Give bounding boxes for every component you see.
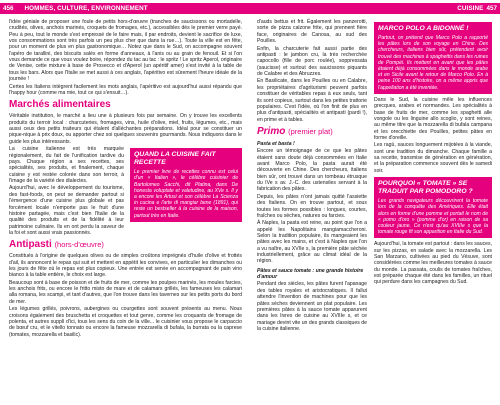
- paragraph: Enfin, la charcuterie fait aussi partie des antipasti : le jambon cru, la très recherchée capocollo (fille de porc roulée), soppressata (saucisse) et surtout des saucissons piquants de Calabre et des Abruzzes.: [257, 45, 367, 77]
- sidebar-box-recette: [130, 148, 242, 222]
- heading-main: Antipasti: [9, 239, 52, 251]
- right-page-header: [250, 3, 500, 14]
- left-page-column: [9, 19, 242, 339]
- paragraph: Aujourd'hui, avec le développement du tourisme, des fast-foods, on peut se demander partout si l'émergence d'une cuisine plus globale et pas forcément locale n'emporte pas le fruit d'une histoire partagée, mais c'est bien l'Italie de la qualité des produits et de la fidélité à leur patrimoine culinaire. Ils en ont perdu la saveur de la foi et sont aussi vrais passionnés.: [9, 185, 124, 236]
- paragraph: Aujourd'hui, la tomate est partout : dans les sauces, sur les pizzas, en salade avec la mozzarella. Les San Marzano, cultivées au pied du Vésuve, sont considérées comme les meilleures tomates à sauce du monde. La passata, coulis de tomates fraîches, est préparée chaque été dans les familles, un rituel qui perdure dans les campagnes du Sud.: [374, 241, 493, 286]
- paragraph: Véritable institution, le marché a lieu une à plusieurs fois par semaine. On y trouve les excellents produits du terroir local : charcuteries, fromages, vins, huile d'olive, miel, fruits, légumes, etc., mais aussi ceux des petits traiteurs qui étalent d'alléchantes préparations. Idéal pour se constituer un pique-nique à prix doux, ou apporter chez soi quelques souvenirs gourmands. Nous indiquons dans le guide les plus intéressants.: [9, 113, 242, 145]
- paragraph: Dans le Sud, la cuisine mêle les influences grecques, arabes et normandes. Les spécialités à base de fruits de mer, comme les spaghetti alle vongole ou les linguine allo scoglio, y sont reines, au même titre que la mozzarella di bufala campana et les orecchiette des Pouilles, petites pâtes en forme d'oreille.: [374, 96, 492, 141]
- sidebar-box-title: POURQUOI « TOMATE » SE TRADUIT PAR POMODORO ?: [378, 180, 473, 196]
- paragraph: Encore un témoignage de ce que les pâtes étaient sans doute déjà consommées en Italie avant Marco Polo, la pasta aurait été découverte en Chine. Des chercheurs, italiens bien sûr, ont trouvé dans un tombeau étrusque du IVe s av. J.-C. des ustensiles servant à la fabrication des pâtes.: [257, 148, 367, 193]
- paragraph: l'idée géniale de proposer une foule de petits hors-d'œuvre (tranches de saucissons ou mortadelle, crudités, olives, anchois marinés, croquets de fromages, etc.), accessibles dès le premier verre payé. Peu à peu, tout le monde s'est empressé de le faire mais, il par endroits, devient le sacrifice de luxe, vos consommations sont très parfois un peu plus cher que dans la rue…). Toute la ville est en fête, pour un moment de plus en plus gastronomique… Notez que dans le Sud, on accompagne souvent l'apéro de tarallini, des biscuits salés en forme d'anneaux, à l'anis ou au grain de fenouil. Et si l'on vous demande ce que vous voulez boire, répondez du tac au tac : le spritz ! Le spritz Aperol, originaire de Venise, cette mixture à base de Prosecco et d'Aperol (un apéritif amer) s'est invité à la table de tous les bars. Alors que l'Italie se met aussi à ces anglais, l'apéritivo est sûrement l'heure idéale de la journée !: [9, 19, 242, 83]
- section-heading-antipasti: [9, 239, 242, 251]
- sidebar-box-text: Le premier livre de recettes connu est celui d'un « Italien », le célèbre cuisinier de Bartolomeo Sacchi, dit Platina, dans De honesta voluptate et valetudine, au XVe s. Il y a encore les Artusi et son célèbre La Scienza in cucina e l'arte di mangiar bene (1891), qui reste un bestseller à la cuisine de la maison, partout très en Italie.: [134, 169, 238, 219]
- left-running-title: HOMMES, CULTURE, ENVIRONNEMENT: [24, 5, 148, 12]
- paragraph: Les ragù, sauces longuement mijotées à la viande, sont une tradition du dimanche. Chaque famille a sa recette, transmise de génération en génération, et la préparation commence souvent dès le samedi soir.: [374, 142, 492, 174]
- paragraph: Constitués à l'origine de quelques olives ou de simples croûtons imprégnés d'huile d'olive et frottés d'ail, ils annoncent le repas qui suit et mettent en appétit les convives, en particulier les dimanches ou les jours de fête où le repas est plus copieux. Une entrée est servie en accompagnant de pain vino bianco à la table entière, le choix est large.: [9, 253, 242, 279]
- left-page-header: [0, 3, 250, 14]
- sidebar-box-title: MARCO POLO A BIDONNÉ !: [378, 25, 469, 32]
- sidebar-box-marco-polo: [374, 22, 492, 94]
- section-heading-primo: [257, 126, 367, 138]
- paragraph: Certes les Italiens intègrent facilement les mots anglais, l'apéritivo est aujourd'hui aussi répandu que l'happy hour (comme ma mie, tout ce qui s'ensuit…).: [9, 83, 242, 96]
- heading-sub: (premier plat): [288, 126, 333, 136]
- right-page-number: 457: [486, 5, 497, 12]
- section-heading-marches: Marchés alimentaires: [9, 99, 111, 111]
- paragraph: Pendant des siècles, les pâtes furent l'apanage des tables royales et aristocratiques. Il fallut attendre l'invention de machines pour que les pâtes sèches deviennent un plat populaire. Les premières pâtes à la sauce tomate apparurent dans les livres de cuisine au XVIIIe s, et ce mariage devint vite un des grands classiques de la cuisine italienne.: [257, 281, 367, 332]
- paragraph: Depuis, les pâtes n'ont jamais quitté l'assiette des Italiens. On en trouve partout, et sous toutes les formes possibles : longues, courtes, fraîches ou sèches, natures ou farcies.: [257, 193, 367, 219]
- left-page-number: 456: [3, 5, 14, 12]
- sidebar-box-title: QUAND LA CUISINE FAIT RECETTE: [134, 151, 216, 167]
- paragraph: La cuisine italienne est très marquée régionalement, du fait de l'unification tardive du pays. Chaque région a ses recettes, ses spécialités, ses produits, et finalement, chaque cuisine y est restée colorée dans son terroir, à l'image de la variété des dialectes.: [9, 146, 124, 184]
- right-page-column-1: [257, 19, 367, 333]
- subheading-pates-tomate: Pâtes et sauce tomate : une grande histoire d'amour: [257, 267, 364, 281]
- right-running-title: CUISINE: [457, 5, 484, 12]
- heading-main: Primo: [257, 125, 286, 137]
- sidebar-box-text: Les grands navigateurs découvrirent la tomate lors de la conquête des Amériques. Elle était alors en forme d'une pomme et portait le nom de « pomo d'oro » (pomme d'or) en raison de sa couleur jaune. Ce n'est qu'au XVIIIe s que la tomate rouge fit son apparition en Italie du Sud.: [378, 198, 488, 236]
- paragraph: Beaucoup sont à base de poisson et de fruits de mer, comme les poulpes marinés, les moules farcies, les anchois frits, ou encore le fritto misto de mare et de calamars grillés, les fameuses les calamari alla romana, les scampi, et tant d'autres, que l'on trouve dans les tavernes sur les petits ports du bord de mer.: [9, 279, 242, 305]
- heading-sub: (hors-d'œuvre): [54, 240, 104, 250]
- sidebar-box-pomodoro: [374, 177, 492, 238]
- sidebar-box-text: Partout, on prétend que Marco Polo a rapporté les pâtes lors de son voyage en Chine. Des chercheurs, italiens bien sûr, prétendent avoir trouvé des machines à spaghettis dans les ruines de Pompéi. Ils mettent en avant que les pâtes étaient déjà consommées dans le monde arabe et en Sicile avant le retour de Marco Polo. En à peine 100 ans d'histoire, on a même appris que l'appellation a été inventée.: [378, 35, 488, 91]
- right-page-column-2: [374, 19, 492, 287]
- paragraph: À Naples, la pasta est reine, au point que l'on a appelé les Napolitains mangiamaccheroni. Selon la tradition populaire, ils mangeaient les pâtes avec les mains, et c'est à Naples que l'on a vu naître, au XVIIe s, la première pâte séchée industriellement, grâce au climat idéal de la région.: [257, 220, 367, 265]
- paragraph: En Basilicate, dans les Pouilles ou en Calabre, les propriétaires d'agriturismi peuvent parfois constituer de véritables repas à eux seuls, tant ils sont copieux, surtout dans les petites trattorie populaires. C'est l'idée, où l'on finit de plus en plus d'antipasti, spécialités et antipasti (pardi !), en prime et à tables.: [257, 78, 367, 123]
- paragraph: Les légumes grillés, poivrons, aubergines ou courgettes sont souvent présents au menu. Nous croisons également des bruschetta et croquettes et tout genre, comme les croquants de fromage de polenta, et autres supplì d'ici, tous les sens du coin de la ville... le cuisinier vous propose le carpaccio de bœuf cru, et le vitello tonnato ou encore la fameuse mozzarella di bufala, la burrata ou la caprese (tomates, mozzarella et basilic).: [9, 306, 242, 338]
- subheading-pasta: Pasta et basta !: [257, 140, 295, 147]
- paragraph: d'auds bettus et frit. Également les panzerotti, sorte de pizza calzone frite, qui prennent fière face, originaires de Canosa, au sud des Pouilles.: [257, 19, 367, 45]
